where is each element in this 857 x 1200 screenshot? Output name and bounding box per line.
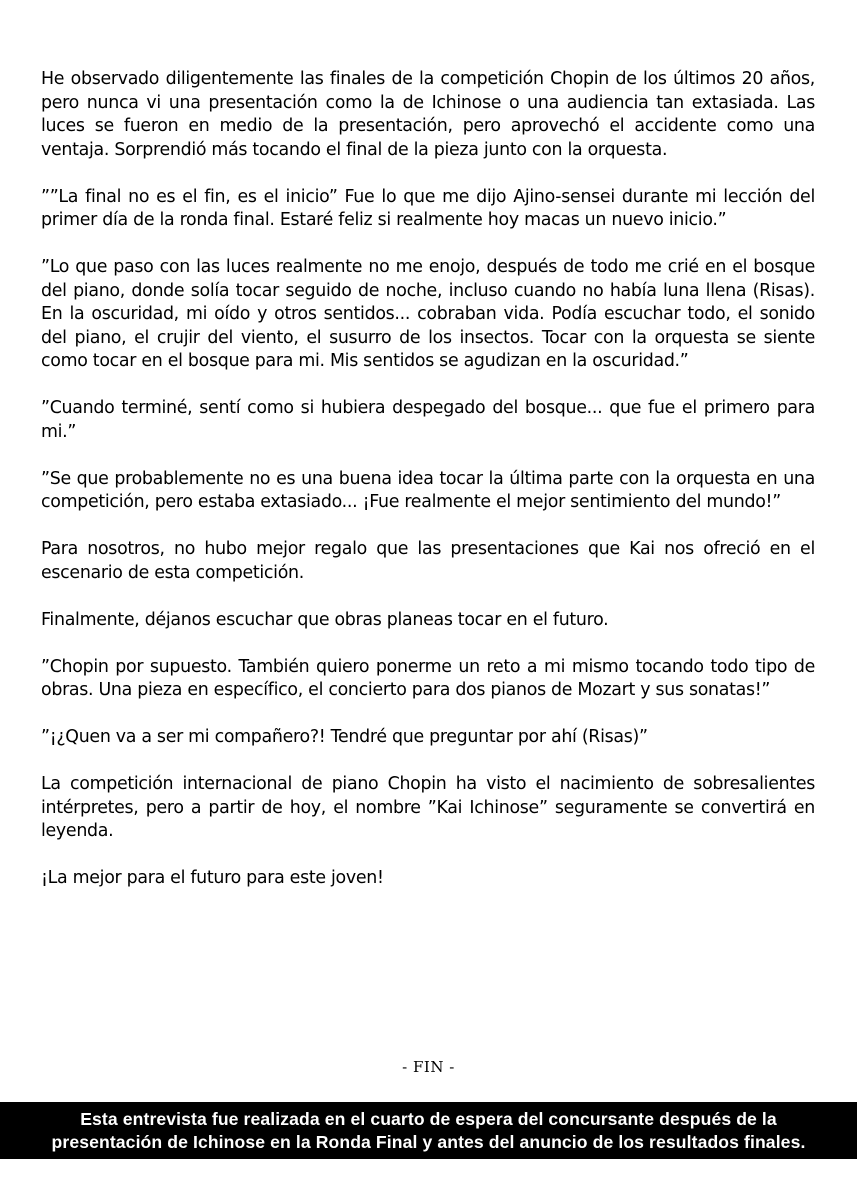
paragraph-quote-lights: ”Lo que paso con las luces realmente no me enojo, después de todo me crié en el bosque del piano, donde solía tocar seguido de noche, incluso cuando no había luna llena (Risas). En la oscuridad, mi oído y otros sentidos... cobraban vida. Podía escuchar todo, el sonido del piano, el crujir del viento, el susurro de los insectos. Tocar con la orquesta se siente como tocar en el bosque para mi. Mis sentidos se agudizan en la oscuridad.” <box>41 257 815 371</box>
paragraph-quote-ajino: ””La final no es el fin, es el inicio” Fue lo que me dijo Ajino-sensei durante mi lección del primer día de la ronda final. Estaré feliz si realmente hoy macas un nuevo inicio.” <box>41 186 815 230</box>
footer-note <box>52 1108 806 1153</box>
paragraph-quote-partner: ”¡¿Quen va a ser mi compañero?! Tendré que preguntar por ahí (Risas)” <box>41 727 648 747</box>
paragraph-closing: ¡La mejor para el futuro para este joven! <box>41 868 384 888</box>
paragraph-quote-orchestra: ”Se que probablemente no es una buena idea tocar la última parte con la orquesta en una competición, pero estaba extasiado... ¡Fue realmente el mejor sentimiento del mundo!” <box>41 468 815 512</box>
paragraph-gift: Para nosotros, no hubo mejor regalo que las presentaciones que Kai nos ofreció en el escenario de esta competición. <box>41 539 815 583</box>
footer-note-line-2: presentación de Ichinose en la Ronda Final y antes del anuncio de los resultados finales. <box>51 1131 806 1152</box>
paragraph-intro: He observado diligentemente las finales de la competición Chopin de los últimos 20 años, pero nunca vi una presentación como la de Ichinose o una audiencia tan extasiada. Las luces se fueron en medio de la presentación, pero aprovechó el accidente como una ventaja. Sorprendió más tocando el final de la pieza junto con la orquesta. <box>41 69 815 160</box>
fin-label: - FIN - <box>402 1058 455 1076</box>
footer-note-band <box>0 1102 857 1159</box>
footer-note-line-1: Esta entrevista fue realizada en el cuarto de espera del concursante después de la <box>80 1109 777 1129</box>
interview-article <box>41 68 815 914</box>
paragraph-legend: La competición internacional de piano Chopin ha visto el nacimiento de sobresalientes intérpretes, pero a partir de hoy, el nombre ”Kai Ichinose” seguramente se convertirá en leyenda. <box>41 774 815 841</box>
paragraph-quote-forest: ”Cuando terminé, sentí como si hubiera despegado del bosque... que fue el primero para mi.” <box>41 398 815 442</box>
paragraph-quote-chopin: ”Chopin por supuesto. También quiero ponerme un reto a mi mismo tocando todo tipo de obras. Una pieza en específico, el concierto para dos pianos de Mozart y sus sonatas!” <box>41 656 815 700</box>
paragraph-question: Finalmente, déjanos escuchar que obras planeas tocar en el futuro. <box>41 609 609 630</box>
